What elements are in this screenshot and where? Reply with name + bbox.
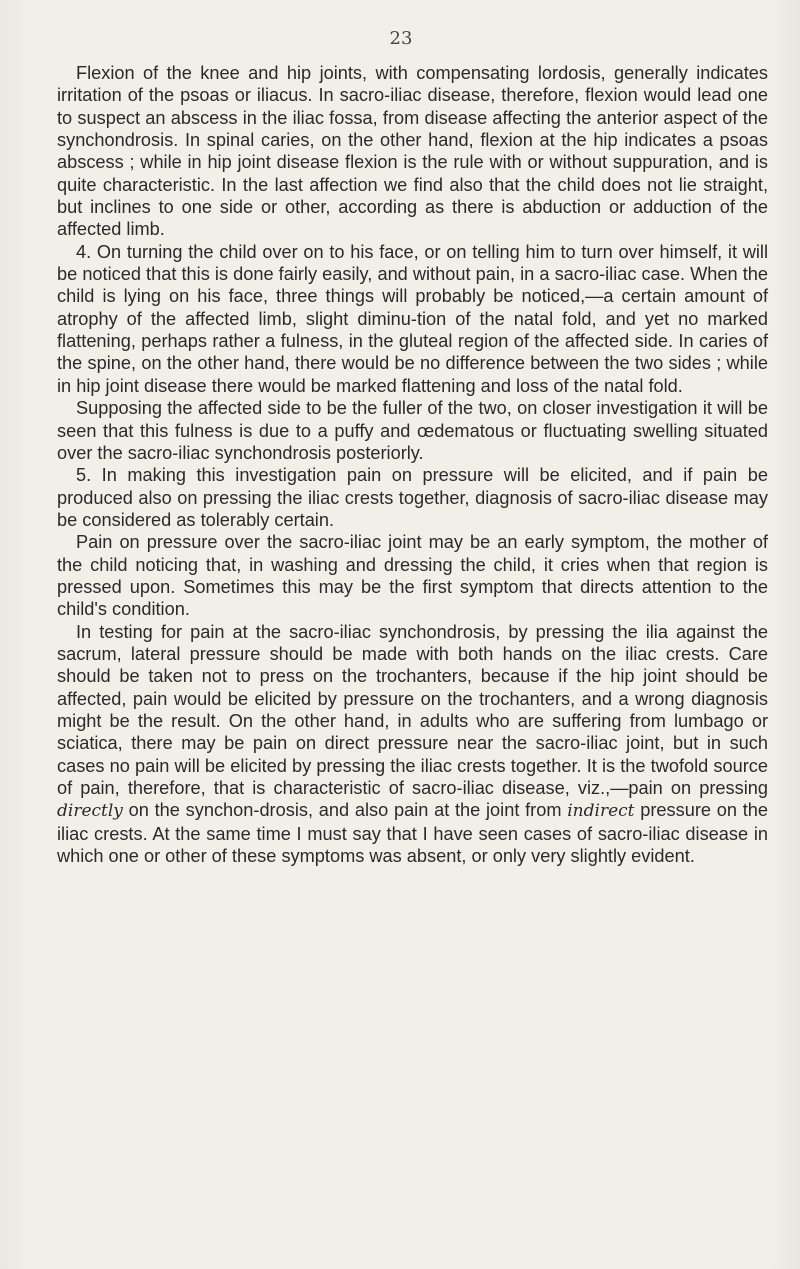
page-number: 23 [389,28,413,49]
paragraph-early-symptom: Pain on pressure over the sacro-iliac joint may be an early symptom, the mother of the child noticing that, in washing and dressing the child, it cries when that region is pressed upon. Sometimes this may be the first symptom that directs attention to the child's condition. [57,532,768,620]
emphasis-indirect: indirect [567,801,635,822]
paragraph-point-5: 5. In making this investigation pain on pressure will be elicited, and if pain be produced also on pressing the iliac crests together, diagnosis of sacro-iliac disease may be considered as tolerably certain. [57,465,768,530]
body-text [57,62,768,867]
paragraph-point-4: 4. On turning the child over on to his face, or on telling him to turn over himself, it will be noticed that this is done fairly easily, and without pain, in a sacro-iliac case. When the child is lying on his face, three things will probably be noticed,—a certain amount of atrophy of the affected limb, slight diminu-tion of the natal fold, and yet no marked flattening, perhaps rather a fulness, in the gluteal region of the affected side. In caries of the spine, on the other hand, there would be no difference between the two sides ; while in hip joint disease there would be marked flattening and loss of the natal fold. [57,241,768,396]
testing-text-c: pressure on the iliac crests. At the same time I must say that I have seen cases of sacro-iliac disease in which one or other of these symptoms was absent, or only very slightly evident. [57,800,769,867]
paragraph-fuller-side: Supposing the affected side to be the fuller of the two, on closer investigation it will be seen that this fulness is due to a puffy and œdematous or fluctuating swelling situated over the sacro-iliac synchondrosis posteriorly. [57,398,768,463]
paragraph-testing-pain [57,621,768,868]
paragraph-flexion: Flexion of the knee and hip joints, with compensating lordosis, generally indicates irritation of the psoas or iliacus. In sacro-iliac disease, therefore, flexion would lead one to suspect an abscess in the iliac fossa, from disease affecting the anterior aspect of the synchondrosis. In spinal caries, on the other hand, flexion at the hip indicates a psoas abscess ; while in hip joint disease flexion is the rule with or without suppuration, and is quite characteristic. In the last affection we find also that the child does not lie straight, but inclines to one side or other, according as there is abduction or adduction of the affected limb. [57,63,768,240]
testing-text-b: on the synchon-drosis, and also pain at the joint from [122,800,568,821]
testing-text-a: In testing for pain at the sacro-iliac synchondrosis, by pressing the ilia against the sacrum, lateral pressure should be made with both hands on the iliac crests. Care should be taken not to press on the trochanters, because if the hip joint should be affected, pain would be elicited by pressure on the trochanters, and a wrong diagnosis might be the result. On the other hand, in adults who are suffering from lumbago or sciatica, there may be pain on direct pressure near the sacro-iliac joint, but in such cases no pain will be elicited by pressing the iliac crests together. It is the twofold source of pain, therefore, that is characteristic of sacro-iliac disease, viz.,—pain on pressing [57,621,768,798]
emphasis-directly: directly [57,801,123,822]
